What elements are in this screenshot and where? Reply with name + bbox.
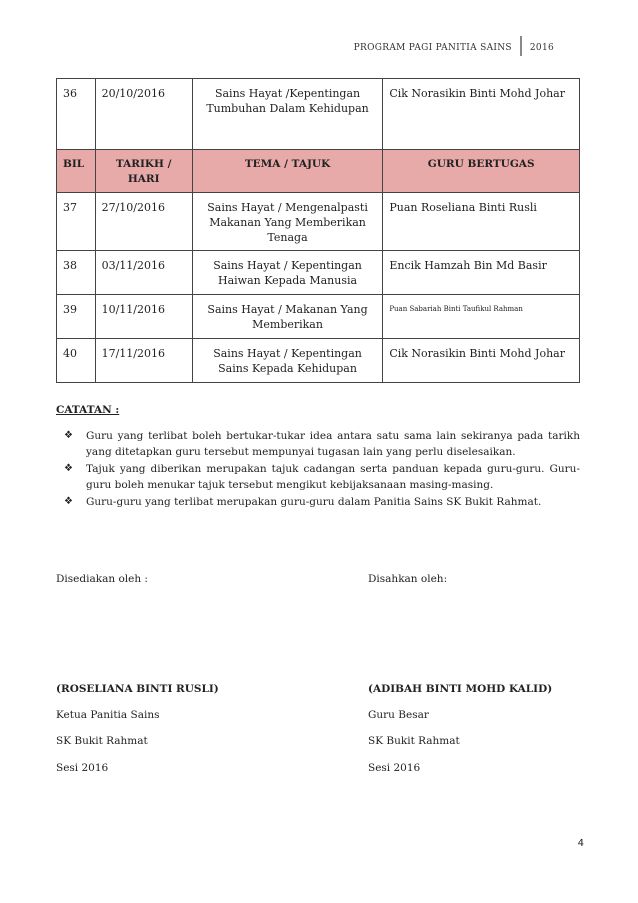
header-year: 2016 [529,43,554,53]
note-text: Guru-guru yang terlibat merupakan guru-guru dalam Panitia Sains SK Bukit Rahmat. [86,496,542,508]
cell-tema: Sains Hayat / Makanan Yang Memberikan [192,295,383,339]
diamond-bullet-icon: ❖ [64,463,73,474]
notes-list [56,428,580,510]
table-row [57,251,580,295]
cell-bil: 40 [57,339,96,383]
cell-tarikh: 17/11/2016 [95,339,192,383]
signatory-school: SK Bukit Rahmat [368,735,460,747]
note-text: Guru yang terlibat boleh bertukar-tukar idea antara satu sama lain sekiranya pada tarikh yang ditetapkan guru tersebut mempunyai tugasan lain yang perlu diselesaikan. [86,430,580,458]
table-row [57,79,580,150]
signatory-role: Ketua Panitia Sains [56,709,160,721]
cell-guru: Cik Norasikin Binti Mohd Johar [383,79,580,150]
cell-tema: Sains Hayat / Kepentingan Haiwan Kepada Manusia [192,251,383,295]
signature-caption: Disediakan oleh : [56,573,148,585]
schedule-table [56,78,580,383]
cell-tema: Sains Hayat / Mengenalpasti Makanan Yang Memberikan Tenaga [192,193,383,251]
cell-tema: Sains Hayat / Kepentingan Sains Kepada Kehidupan [192,339,383,383]
signatory-role: Guru Besar [368,709,429,721]
diamond-bullet-icon: ❖ [64,496,73,507]
cell-guru: Puan Sabariah Binti Taufikul Rahman [383,295,580,339]
cell-tarikh: 10/11/2016 [95,295,192,339]
cell-bil: 36 [57,79,96,150]
note-text: Tajuk yang diberikan merupakan tajuk cadangan serta panduan kepada guru-guru. Guru-guru boleh menukar tajuk tersebut mengikut kebijaksanaan masing-masing. [86,463,580,491]
page-number: 4 [577,838,584,849]
table-row [57,193,580,251]
signatory-session: Sesi 2016 [56,762,109,774]
cell-guru: Cik Norasikin Binti Mohd Johar [383,339,580,383]
cell-bil: 39 [57,295,96,339]
table-header-row [57,150,580,193]
notes-title: CATATAN : [56,404,120,416]
cell-bil: 37 [57,193,96,251]
list-item [56,461,580,493]
signatory-name: (ADIBAH BINTI MOHD KALID) [368,683,553,695]
signatory-session: Sesi 2016 [368,762,421,774]
page-header [354,40,554,56]
table-row [57,339,580,383]
header-program: PROGRAM PAGI PANITIA SAINS [353,43,512,53]
list-item [56,428,580,460]
header-tema: TEMA / TAJUK [192,150,383,193]
signatory-name: (ROSELIANA BINTI RUSLI) [56,683,219,695]
signatory-school: SK Bukit Rahmat [56,735,148,747]
notes-section [56,404,580,511]
signature-caption: Disahkan oleh: [368,573,448,585]
cell-bil: 38 [57,251,96,295]
header-tarikh: TARIKH / HARI [95,150,192,193]
list-item [56,494,580,510]
diamond-bullet-icon: ❖ [64,430,73,441]
table-row [57,295,580,339]
cell-tarikh: 03/11/2016 [95,251,192,295]
header-bil: BIL [57,150,96,193]
cell-guru: Encik Hamzah Bin Md Basir [383,251,580,295]
cell-tarikh: 27/10/2016 [95,193,192,251]
cell-guru: Puan Roseliana Binti Rusli [383,193,580,251]
cell-tarikh: 20/10/2016 [95,79,192,150]
cell-tema: Sains Hayat /Kepentingan Tumbuhan Dalam Kehidupan [192,79,383,150]
header-guru: GURU BERTUGAS [383,150,580,193]
